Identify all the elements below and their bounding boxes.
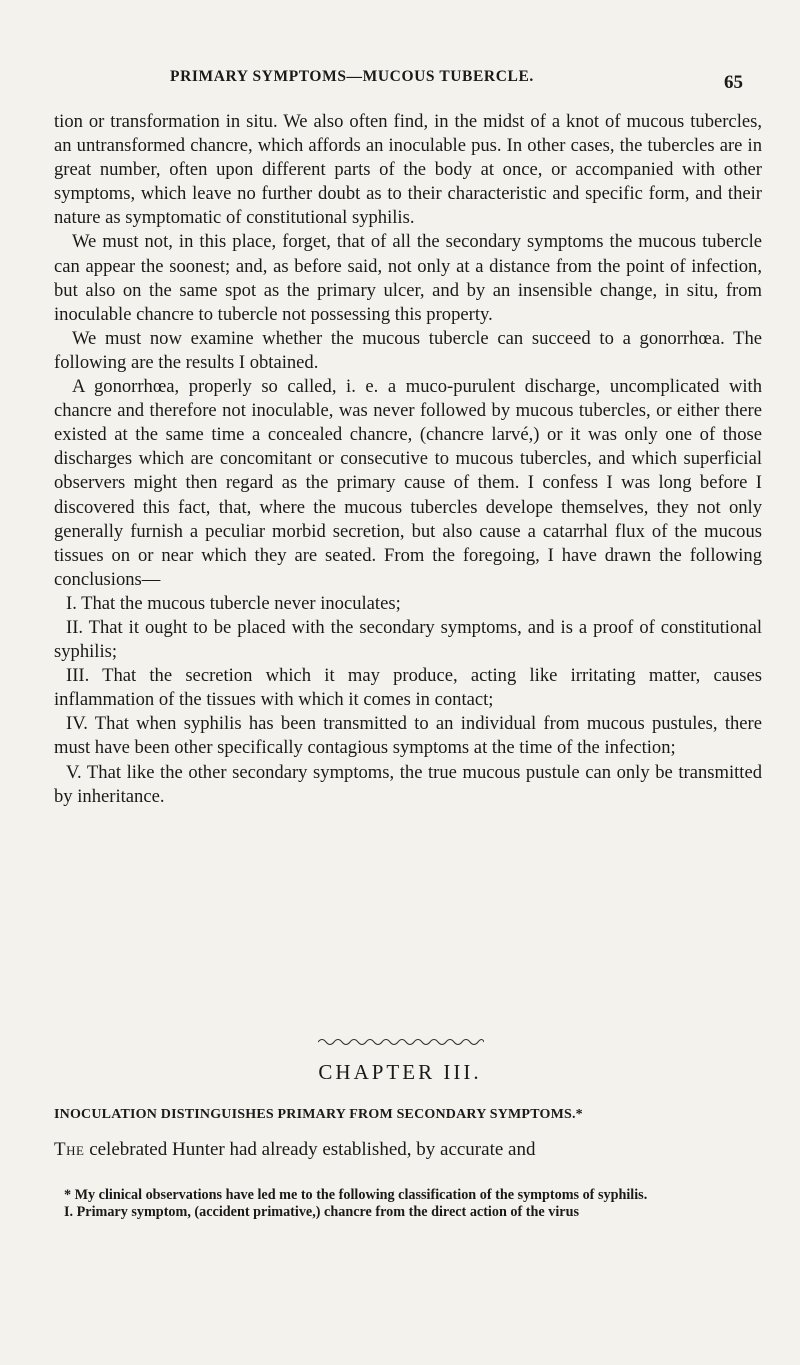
running-head: PRIMARY SYMPTOMS—MUCOUS TUBERCLE.: [170, 68, 534, 85]
body-text: [54, 110, 762, 809]
conclusion-item: V. That like the other secondary symptoms, the true mucous pustule can only be transmitted by inheritance.: [54, 761, 762, 807]
conclusion-item: I. That the mucous tubercle never inoculates;: [66, 592, 401, 614]
footnote-item: I. Primary symptom, (accident primative,) chancre from the direct action of the virus: [64, 1204, 579, 1220]
footnotes: [54, 1187, 762, 1221]
paragraph: We must not, in this place, forget, that of all the secondary symptoms the mucous tubercle can appear the soonest; and, as before said, not only at a distance from the point of infection, but also on the same spot as the primary ulcer, and by an insensible change, in situ, from inoculable chancre to tubercle not possessing this property.: [54, 231, 762, 325]
page-number: 65: [724, 72, 743, 93]
paragraph: We must now examine whether the mucous tubercle can succeed to a gonorrhœa. The following are the results I obtained.: [54, 327, 762, 373]
conclusion-item: II. That it ought to be placed with the secondary symptoms, and is a proof of constitutional syphilis;: [54, 616, 762, 663]
chapter-title: CHAPTER III.: [318, 1060, 482, 1084]
opening-rest: celebrated Hunter had already established, by accurate and: [84, 1139, 536, 1160]
footnote-intro: * My clinical observations have led me to the following classification of the symptoms of syphilis.: [64, 1187, 648, 1203]
opening-first-word: The: [54, 1139, 85, 1160]
chapter-subtitle: INOCULATION DISTINGUISHES PRIMARY FROM SECONDARY SYMPTOMS.*: [54, 1107, 583, 1122]
paragraph: A gonorrhœa, properly so called, i. e. a muco-purulent discharge, uncomplicated with chancre and therefore not inoculable, was never followed by mucous tubercles, or either there existed at the same time a concealed chancre, (chancre larvé,) or it was only one of those discharges which are concomitant or consecutive to mucous tubercles, and which superficial observers might then regard as the primary cause of them. I confess I was long before I discovered this fact, that, where the mucous tubercles develope themselves, they not only generally furnish a peculiar morbid secretion, but also cause a catarrhal flux of the mucous tissues on or near which they are seated. From the foregoing, I have drawn the following conclusions—: [54, 376, 762, 590]
page-header: [0, 68, 800, 98]
paragraph: tion or transformation in situ. We also often find, in the midst of a knot of mucous tubercles, an untransformed chancre, which affords an inoculable pus. In other cases, the tubercles are in great number, often upon different parts of the body at once, or accompanied with other symptoms, which leave no further doubt as to their characteristic and specific form, and their nature as symptomatic of constitutional syphilis.: [54, 111, 762, 229]
conclusion-item: IV. That when syphilis has been transmitted to an individual from mucous pustules, there must have been other specifically contagious symptoms at the time of the infection;: [54, 713, 762, 759]
wavy-rule-ornament: [318, 1036, 484, 1048]
chapter-opening-line: [54, 1138, 762, 1162]
conclusion-item: III. That the secretion which it may produce, acting like irritating matter, causes inflammation of the tissues with which it comes in contact;: [54, 665, 762, 711]
